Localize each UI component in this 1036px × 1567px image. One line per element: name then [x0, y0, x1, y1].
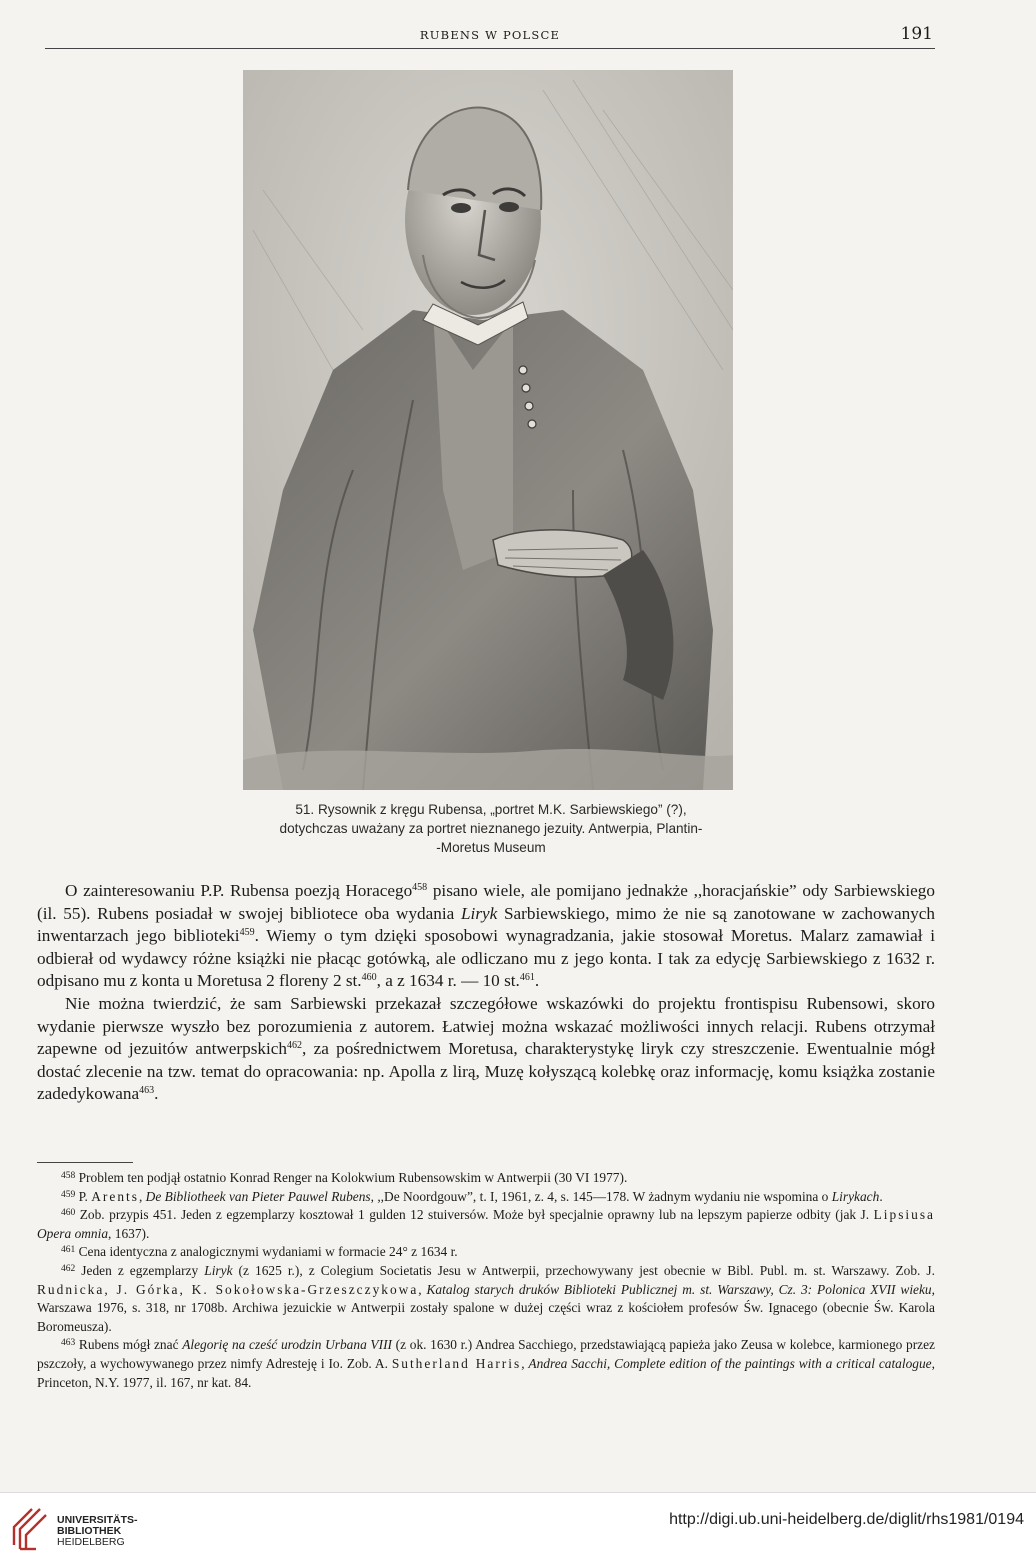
permalink-url[interactable]: http://digi.ub.uni-heidelberg.de/diglit/rhs1981/0194 — [669, 1511, 1024, 1528]
footnote-459: $^{459}$ P. Arents, De Bibliotheek van Pieter Pauwel Rubens, ,,De Noordgouw”, t. I, 1961, z. 4, s. 145—178. W żadnym wydaniu nie wspomina o Lirykach. — [61, 1188, 883, 1204]
footnote-460: $^{460}$ Zob. przypis 451. Jeden z egzemplarzy kosztował 1 gulden 12 stuiversów. Może był specjalnie oprawny lub na lepszym papierze odbity (jak J. Lipsiusa Opera omnia, 1637). — [37, 1207, 935, 1241]
library-logo-icon[interactable] — [10, 1505, 50, 1557]
footnote-ref[interactable]: 463 — [139, 1085, 155, 1097]
figure-caption — [236, 800, 746, 857]
footnote-462: $^{462}$ Jeden z egzemplarzy Liryk (z 1625 r.), z Colegium Societatis Jesu w Antwerpii, przechowywany jest obecnie w Bibl. Publ. m. st. Warszawy. Zob. J. Rudnicka, J. Górka, K. Sokołowska-Grzeszczykowa, Katalog starych druków Biblioteki Publicznej m. st. Warszawy, Cz. 3: Polonica XVII wieku, Warszawa 1976, s. 318, nr 1708b. Archiwa jezuickie w Antwerpii zostały spalone w dużej części wraz z kościołem profesów Św. Ignacego (obecnie Św. Karola Boromeusza). — [37, 1262, 935, 1334]
footnote-ref[interactable]: 462 — [286, 1040, 302, 1052]
caption-line: dotychczas uważany za portret nieznanego jezuity. Antwerpia, Plantin- — [279, 821, 703, 836]
footnote-ref[interactable]: 460 — [361, 972, 377, 984]
footnote-463: $^{463}$ Rubens mógł znać Alegorię na cześć urodzin Urbana VIII (z ok. 1630 r.) Andrea Sacchiego, przedstawiającą papieża jako Zeusa w kolebce, karmionego przez pszczoły, a wychowywanego przez nimfy Adresteję i Io. Zob. A. Sutherland Harris, Andrea Sacchi, Complete edition of the paintings with a critical catalogue, Princeton, N.Y. 1977, il. 167, nr kat. 84. — [37, 1337, 935, 1390]
footnote-ref[interactable]: 458 — [412, 882, 428, 893]
portrait-figure — [243, 70, 733, 790]
running-head — [45, 24, 935, 49]
footnote-458: $^{458}$ Problem ten podjął ostatnio Konrad Renger na Kolokwium Rubensowskim w Antwerpii (30 VI 1977). — [61, 1170, 628, 1185]
portrait-drawing — [243, 70, 733, 790]
body-text — [37, 880, 935, 1106]
running-title: RUBENS W POLSCE — [419, 28, 561, 42]
footnote-ref[interactable]: 461 — [519, 972, 535, 984]
page-number: 191 — [900, 24, 933, 44]
digital-library-footer — [0, 1492, 1036, 1567]
footnote-461: $^{461}$ Cena identyczna z analogicznymi wydaniami w formacie 24° z 1634 r. — [61, 1244, 458, 1260]
library-name: UNIVERSITÄTS- BIBLIOTHEK HEIDELBERG — [57, 1514, 138, 1548]
footnotes — [37, 1169, 935, 1392]
footnote-ref[interactable]: 459 — [239, 927, 255, 939]
caption-line: -Moretus Museum — [436, 840, 546, 855]
footnote-divider — [37, 1162, 133, 1163]
paragraph: Nie można twierdzić, że sam Sarbiewski przekazał szczegółowe wskazówki do projektu frontispisu Rubensowi, skoro wydanie pierwsze wyszło bez porozumienia z autorem. Łatwiej można wskazać możliwości innych relacji. Rubens otrzymał zapewne od jezuitów antwerpskich$^{462}$, za pośrednictwem Moretusa, charakterystykę liryk czy streszczenie. Ewentualnie mógł dostać zlecenie na tzw. temat do opracowania: np. Apolla z lirą, Muzę kołyszącą kolebkę oraz informację, komu książka zostanie zadedykowana$^{463}$. — [37, 993, 935, 1104]
caption-line: 51. Rysownik z kręgu Rubensa, „portret M.K. Sarbiewskiego” (?), — [295, 802, 687, 817]
paragraph: O zainteresowaniu P.P. Rubensa poezją Horacego$^{458}$ pisano wiele, ale pomijano jednakże ,,horacjańskie” ody Sarbiewskiego (il. 55). Rubens posiadał w swojej bibliotece oba wydania Liryk Sarbiewskiego, mimo że nie są zanotowane w zachowanych inwentarzach jego biblioteki$^{459}$. Wiemy o tym dzięki sposobowi wynagradzania, jakie stosował Moretus. Malarz zamawiał i odbierał od wydawcy różne książki nie płacąc gotówką, ale odliczano mu z jego konta. I tak za edycję Sarbiewskiego z 1632 r. odpisano mu z konta u Moretusa 2 floreny 2 st.$^{460}$, a z 1634 r. — 10 st.$^{461}$. — [37, 881, 936, 991]
